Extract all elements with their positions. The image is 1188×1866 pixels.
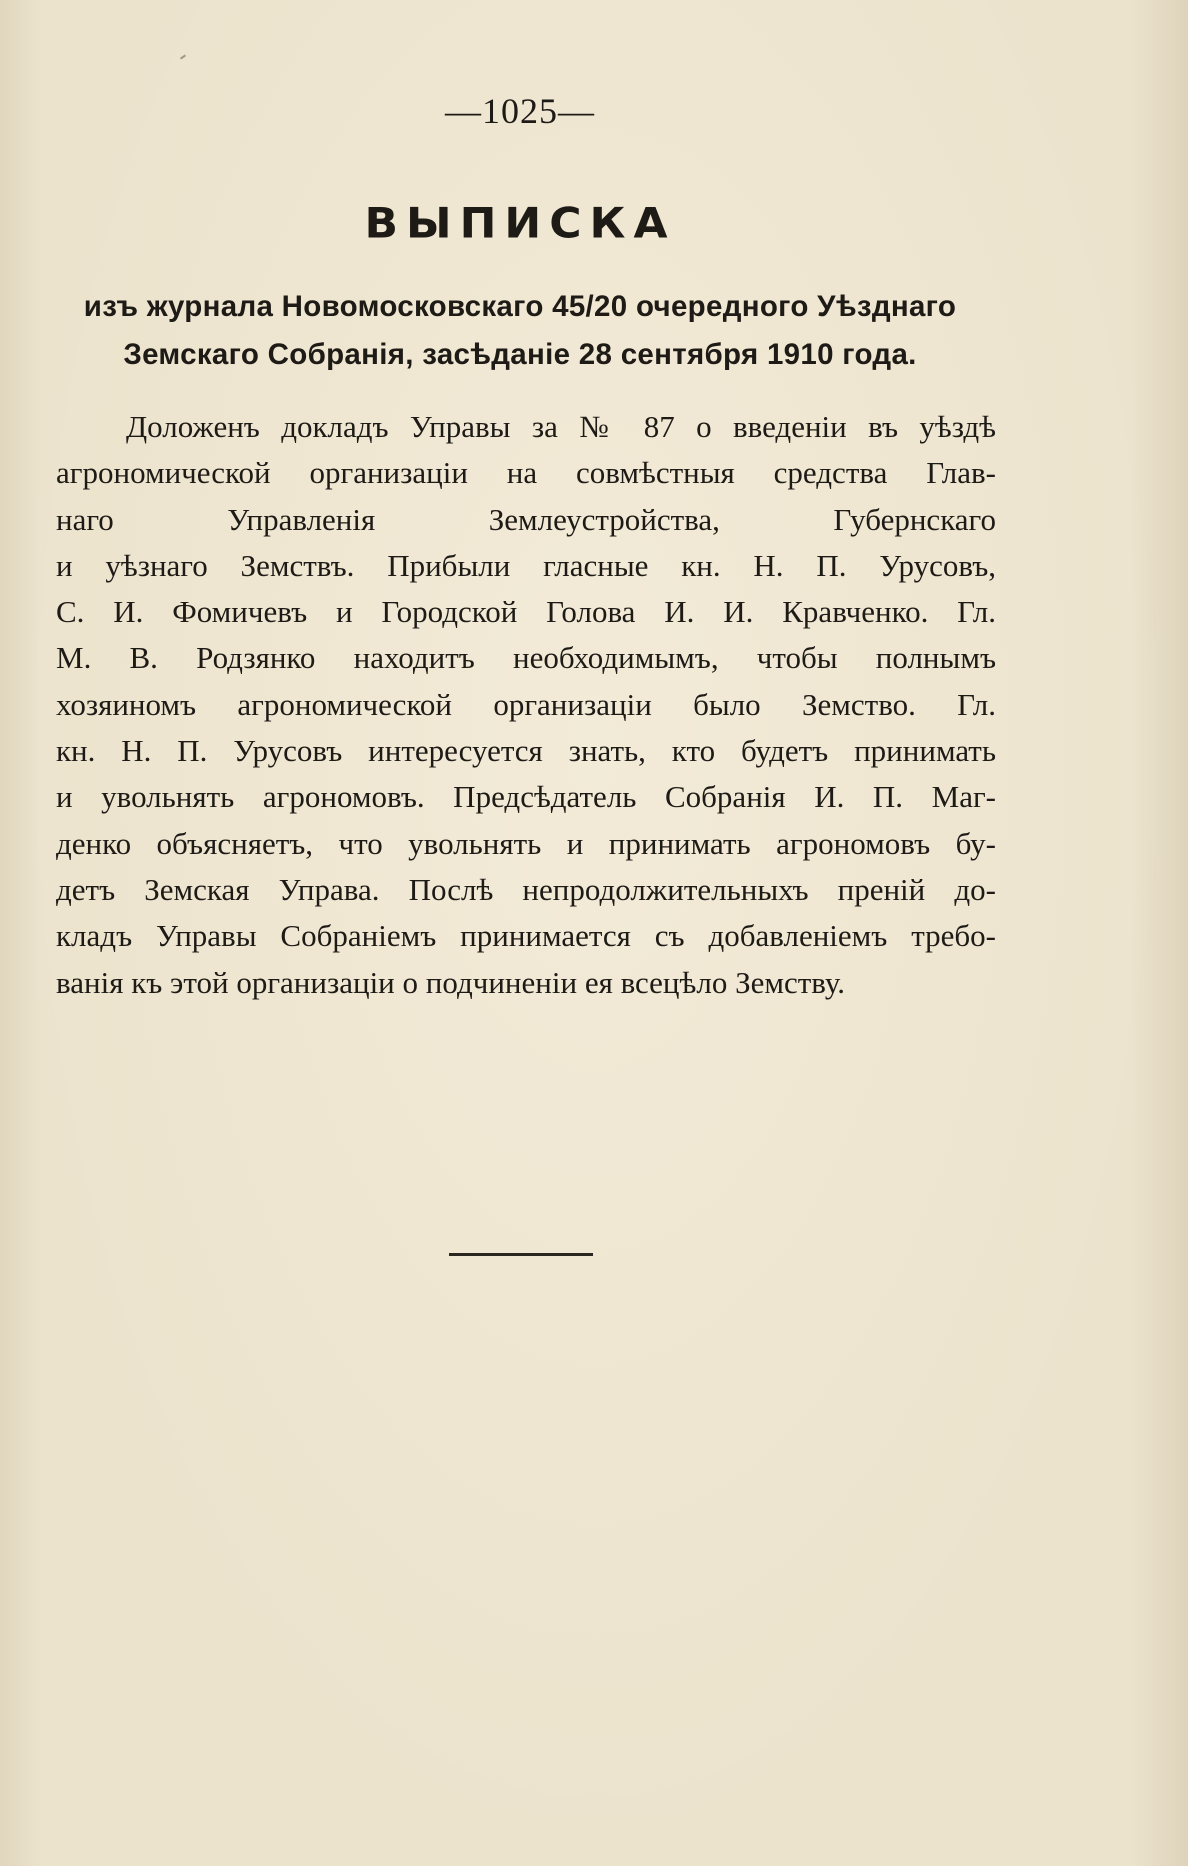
body-line: и увольнять агрономовъ. Предсѣдатель Собранія И. П. Маг- <box>56 779 996 815</box>
body-line: агрономической организаціи на совмѣстныя средства Глав- <box>56 455 996 491</box>
body-line: денко объясняетъ, что увольнять и принимать агрономовъ бу- <box>56 825 996 861</box>
body-line: детъ Земская Управа. Послѣ непродолжительныхъ преній до- <box>56 871 996 907</box>
body-line: кн. Н. П. Урусовъ интересуется знать, кто будетъ принимать <box>56 733 996 769</box>
body-line: М. В. Родзянко находитъ необходимымъ, чтобы полнымъ <box>56 640 996 676</box>
body-line: С. И. Фомичевъ и Городской Голова И. И. Кравченко. Гл. <box>56 594 996 630</box>
body-line: ванія къ этой организаціи о подчиненіи ея всецѣло Земству. <box>56 964 846 1000</box>
body-line: и уѣзнаго Земствъ. Прибыли гласные кн. Н. П. Урусовъ, <box>56 547 996 583</box>
body-paragraph <box>56 404 996 1006</box>
page-number: —1025— <box>445 91 595 131</box>
body-line: хозяиномъ агрономической организаціи было Земство. Гл. <box>56 686 996 722</box>
body-line: Доложенъ докладъ Управы за № 87 о введеніи въ уѣздѣ <box>126 409 996 444</box>
body-line: кладъ Управы Собраніемъ принимается съ добавленіемъ требо- <box>56 918 996 954</box>
body-line: наго Управленія Землеустройства, Губернскаго <box>56 501 996 537</box>
subtitle-line-2: Земскаго Собранія, засѣданіе 28 сентября 1910 года. <box>123 338 917 371</box>
paper-speck <box>180 54 186 59</box>
document-title: ВЫПИСКА <box>364 199 676 248</box>
subtitle-line-1: изъ журнала Новомосковскаго 45/20 очередного Уѣзднаго <box>83 290 957 323</box>
closing-rule <box>449 1253 593 1256</box>
